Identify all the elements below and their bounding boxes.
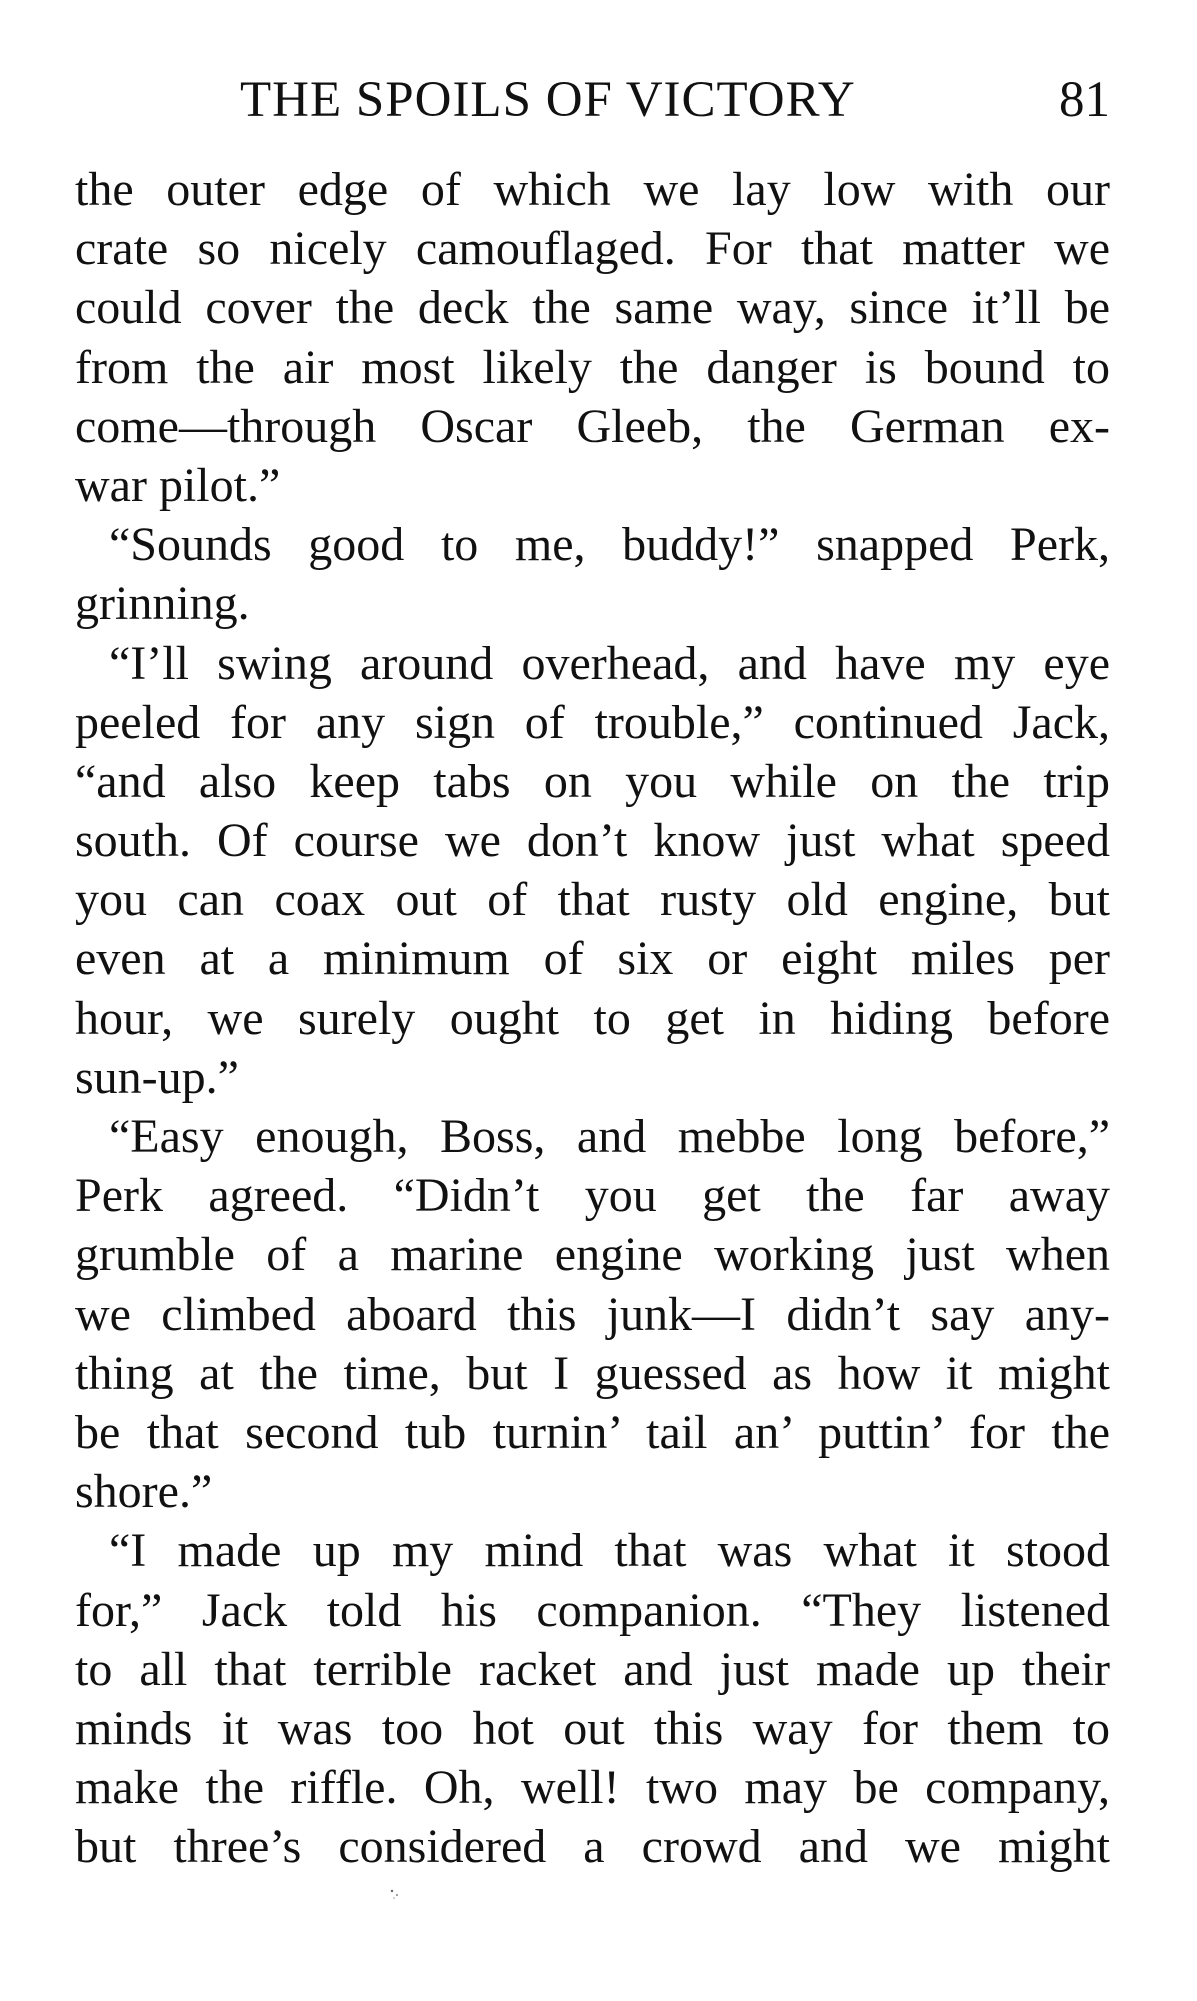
text-line: Perk agreed. “Didn’t you get the far away bbox=[75, 1169, 1110, 1223]
text-line: “and also keep tabs on you while on the trip bbox=[75, 754, 1110, 808]
paragraph bbox=[75, 1521, 1110, 1876]
text-line: peeled for any sign of trouble,” continued Jack, bbox=[75, 695, 1110, 749]
text-line: but three’s considered a crowd and we might bbox=[75, 1820, 1110, 1874]
paragraph bbox=[75, 1107, 1110, 1521]
text-line: “I’ll swing around overhead, and have my eye bbox=[109, 636, 1110, 690]
text-line: for,” Jack told his companion. “They listened bbox=[75, 1583, 1110, 1637]
text-line: to all that terrible racket and just made up their bbox=[75, 1642, 1110, 1696]
text-line: crate so nicely camouflaged. For that matter we bbox=[75, 222, 1110, 276]
text-line: grinning. bbox=[75, 577, 250, 631]
text-line: grumble of a marine engine working just when bbox=[75, 1228, 1110, 1282]
text-line: make the riffle. Oh, well! two may be company, bbox=[75, 1761, 1110, 1815]
text-line: from the air most likely the danger is bound to bbox=[75, 340, 1110, 394]
text-line: come—through Oscar Gleeb, the German ex- bbox=[75, 399, 1110, 453]
text-line: “Sounds good to me, buddy!” snapped Perk, bbox=[109, 518, 1110, 572]
text-line: shore.” bbox=[75, 1465, 213, 1519]
text-line: south. Of course we don’t know just what speed bbox=[75, 814, 1110, 868]
text-line: “Easy enough, Boss, and mebbe long before,” bbox=[109, 1110, 1110, 1163]
body-text bbox=[75, 160, 1110, 1876]
running-head bbox=[75, 70, 1110, 130]
paragraph bbox=[75, 634, 1110, 1108]
ink-speck bbox=[388, 1888, 402, 1900]
text-line: you can coax out of that rusty old engine, but bbox=[75, 873, 1110, 927]
text-line: minds it was too hot out this way for them to bbox=[75, 1701, 1110, 1755]
ink-speck-icon bbox=[388, 1888, 402, 1900]
text-line: “I made up my mind that was what it stood bbox=[109, 1524, 1110, 1578]
page-number: 81 bbox=[1059, 72, 1110, 128]
paragraph bbox=[75, 160, 1110, 515]
text-line: war pilot.” bbox=[75, 458, 281, 512]
text-line: sun-up.” bbox=[75, 1050, 239, 1104]
paragraph bbox=[75, 515, 1110, 633]
text-line: be that second tub turnin’ tail an’ puttin’ for the bbox=[75, 1405, 1110, 1459]
text-line: we climbed aboard this junk—I didn’t say any- bbox=[75, 1287, 1110, 1341]
text-line: the outer edge of which we lay low with our bbox=[75, 163, 1110, 216]
text-line: even at a minimum of six or eight miles per bbox=[75, 932, 1110, 986]
running-title: THE SPOILS OF VICTORY bbox=[240, 72, 856, 128]
text-line: thing at the time, but I guessed as how it might bbox=[75, 1346, 1110, 1400]
text-line: hour, we surely ought to get in hiding before bbox=[75, 991, 1110, 1045]
text-line: could cover the deck the same way, since it’ll be bbox=[75, 281, 1110, 335]
